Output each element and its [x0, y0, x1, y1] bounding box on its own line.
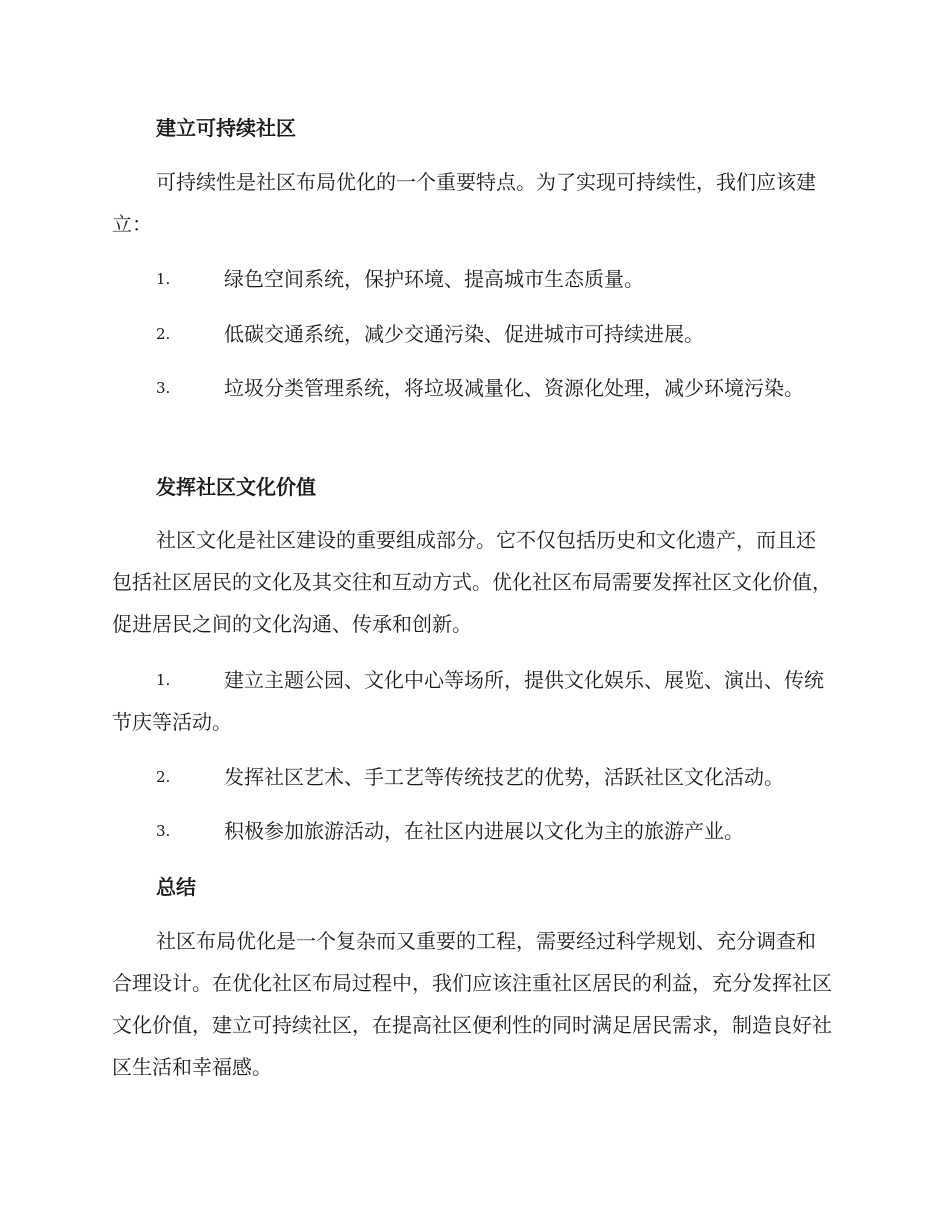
list-item-number: 1. [156, 270, 171, 288]
list-item-number: 2. [156, 768, 171, 786]
section-heading-summary: 总结 [156, 875, 196, 899]
list-item-text: 发挥社区艺术、手工艺等传统技艺的优势，活跃社区文化活动。 [224, 765, 784, 789]
section-paragraph-sustainable: 可持续性是社区布局优化的一个重要特点。为了实现可持续性，我们应该建立： [112, 170, 816, 236]
list-item-text: 绿色空间系统，保护环境、提高城市生态质量。 [224, 267, 644, 291]
list-item-text: 建立主题公园、文化中心等场所，提供文化娱乐、展览、演出、传统节庆等活动。 [112, 668, 824, 734]
list-item-number: 3. [156, 822, 171, 840]
section-heading-sustainable: 建立可持续社区 [156, 116, 296, 140]
list-item-number: 2. [156, 325, 171, 343]
section-paragraph-culture: 社区文化是社区建设的重要组成部分。它不仅包括历史和文化遗产，而且还包括社区居民的文化及其交往和互动方式。优化社区布局需要发挥社区文化价值，促进居民之间的文化沟通、传承和创新。 [112, 528, 832, 636]
section-heading-culture: 发挥社区文化价值 [156, 475, 316, 499]
section-paragraph-summary: 社区布局优化是一个复杂而又重要的工程，需要经过科学规划、充分调查和合理设计。在优化社区布局过程中，我们应该注重社区居民的利益，充分发挥社区文化价值，建立可持续社区，在提高社区便利性的同时满足居民需求，制造良好社区生活和幸福感。 [112, 929, 832, 1079]
list-item-number: 3. [156, 379, 171, 397]
list-item-number: 1. [156, 671, 171, 689]
list-item-text: 垃圾分类管理系统，将垃圾减量化、资源化处理，减少环境污染。 [224, 376, 804, 400]
list-item-text: 低碳交通系统，减少交通污染、促进城市可持续进展。 [224, 322, 704, 346]
list-item-text: 积极参加旅游活动，在社区内进展以文化为主的旅游产业。 [224, 819, 744, 843]
